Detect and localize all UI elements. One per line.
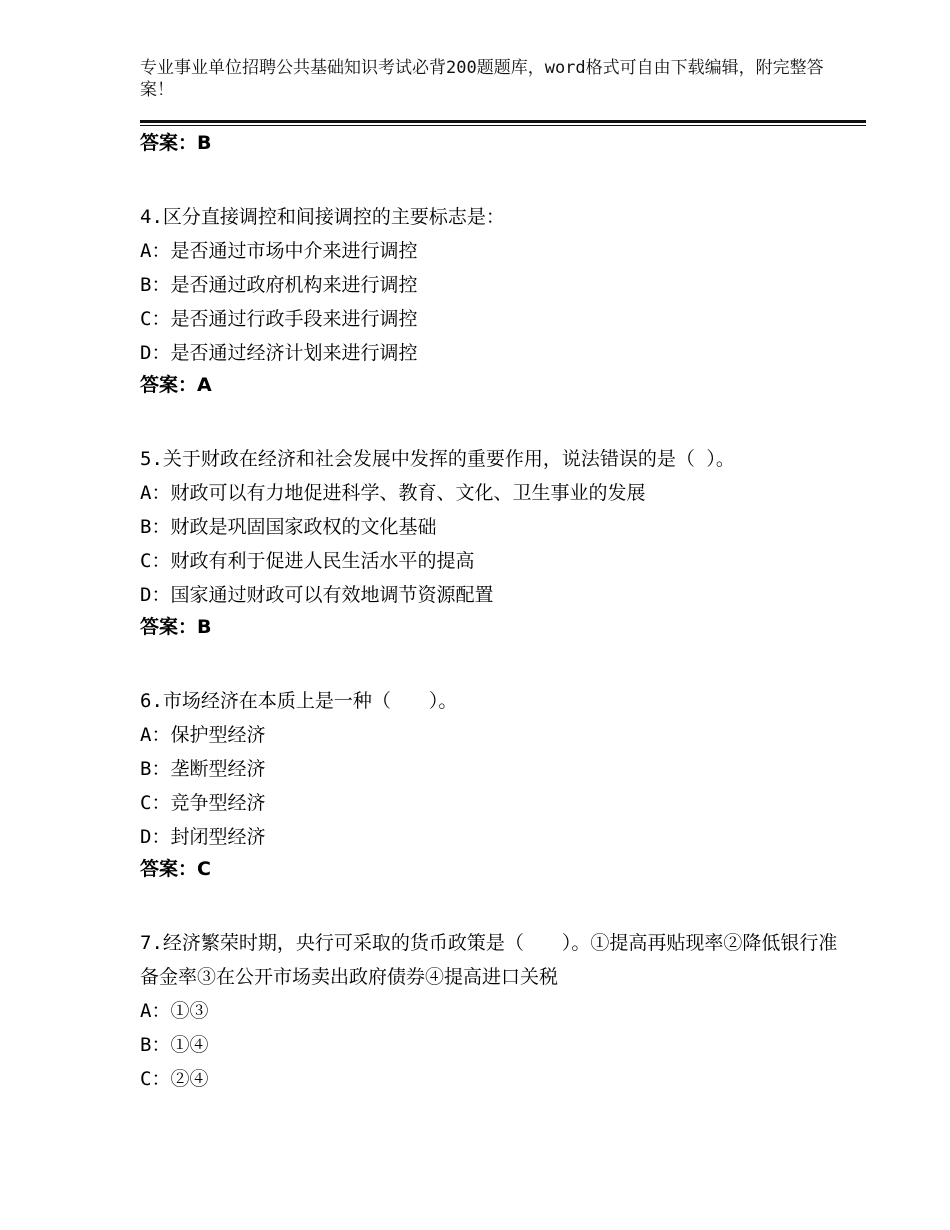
question-text: 4.区分直接调控和间接调控的主要标志是： xyxy=(140,206,505,228)
option-b: B：①④ xyxy=(140,1034,209,1056)
answer: 答案：C xyxy=(140,858,211,880)
document-body xyxy=(140,128,840,1096)
option-b: B：是否通过政府机构来进行调控 xyxy=(140,274,418,296)
option-a: A：①③ xyxy=(140,1000,209,1022)
question-6 xyxy=(140,684,840,884)
question-4 xyxy=(140,200,840,400)
option-c: C：竞争型经济 xyxy=(140,792,266,814)
option-a: A：是否通过市场中介来进行调控 xyxy=(140,240,418,262)
option-a: A：财政可以有力地促进科学、教育、文化、卫生事业的发展 xyxy=(140,482,646,504)
page-header: 专业事业单位招聘公共基础知识考试必背200题题库，word格式可自由下载编辑，附完整答案！ xyxy=(140,58,824,100)
header-rule-thin xyxy=(140,125,866,126)
answer: 答案：A xyxy=(140,374,212,396)
question-text: 5.关于财政在经济和社会发展中发挥的重要作用，说法错误的是（ ）。 xyxy=(140,448,735,470)
question-text: 6.市场经济在本质上是一种（ ）。 xyxy=(140,690,458,712)
option-d: D：国家通过财政可以有效地调节资源配置 xyxy=(140,584,494,606)
option-a: A：保护型经济 xyxy=(140,724,266,746)
option-d: D：是否通过经济计划来进行调控 xyxy=(140,342,418,364)
option-c: C：是否通过行政手段来进行调控 xyxy=(140,308,418,330)
option-b: B：垄断型经济 xyxy=(140,758,266,780)
question-5 xyxy=(140,442,840,642)
answer: 答案：B xyxy=(140,616,212,638)
header-rule-thick xyxy=(140,120,866,123)
question-text: 7.经济繁荣时期，央行可采取的货币政策是（ ）。①提高再贴现率②降低银行准备金率③在公开市场卖出政府债券④提高进口关税 xyxy=(140,932,838,988)
question-7 xyxy=(140,926,840,1096)
option-d: D：封闭型经济 xyxy=(140,826,266,848)
option-c: C：②④ xyxy=(140,1068,209,1090)
option-c: C：财政有利于促进人民生活水平的提高 xyxy=(140,550,475,572)
prev-answer: 答案：B xyxy=(140,132,212,154)
option-b: B：财政是巩固国家政权的文化基础 xyxy=(140,516,437,538)
